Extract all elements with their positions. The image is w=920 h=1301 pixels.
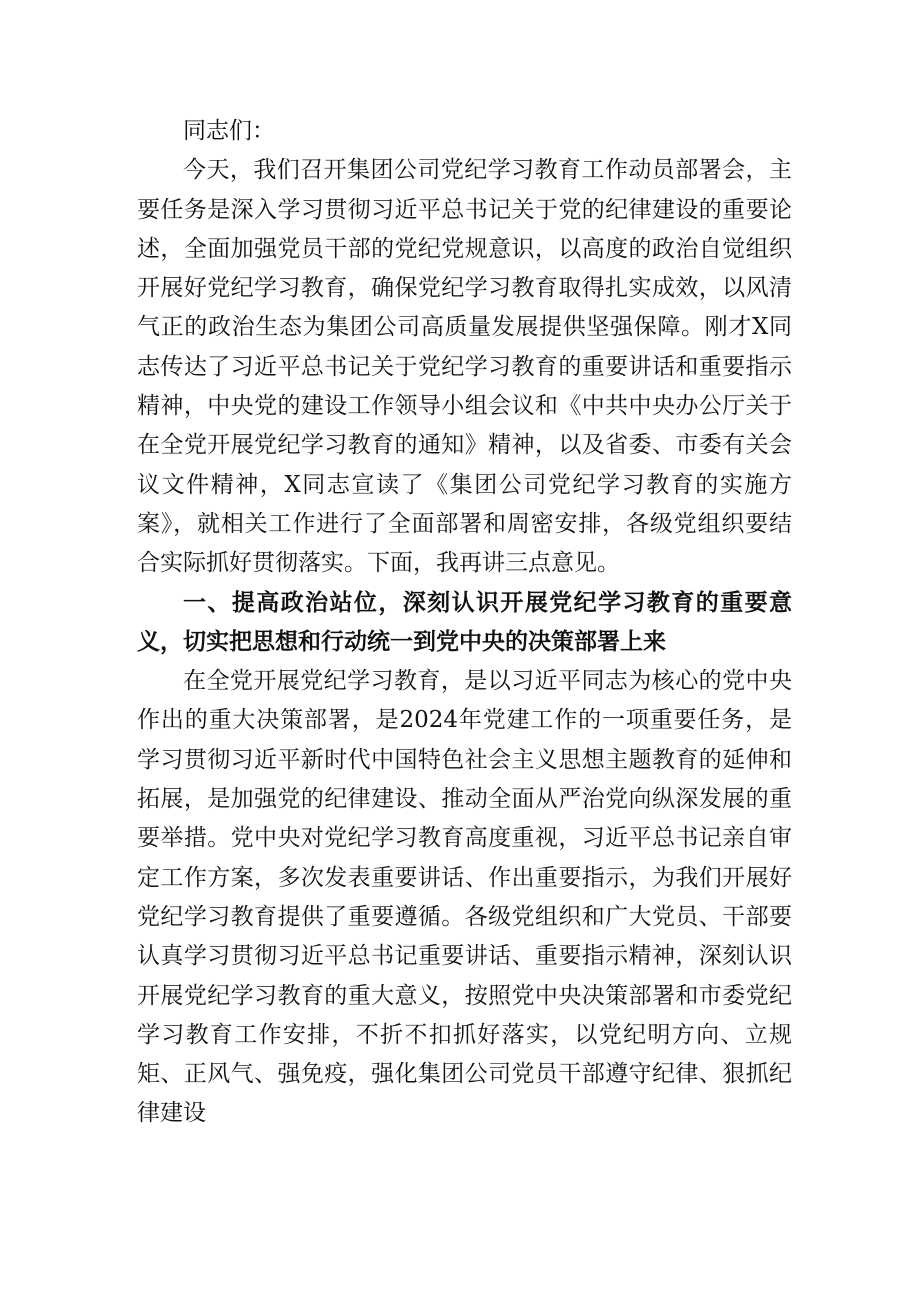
section-paragraph: 在全党开展党纪学习教育，是以习近平同志为核心的党中央作出的重大决策部署，是2024年党建工作的一项重要任务，是学习贯彻习近平新时代中国特色社会主义思想主题教育的延伸和拓展，是加强党的纪律建设、推动全面从严治党向纵深发展的重要举措。党中央对党纪学习教育高度重视，习近平总书记亲自审定工作方案，多次发表重要讲话、作出重要指示，为我们开展好党纪学习教育提供了重要遵循。各级党组织和广大党员、干部要认真学习贯彻习近平总书记重要讲话、重要指示精神，深刻认识开展党纪学习教育的重大意义，按照党中央决策部署和市委党纪学习教育工作安排，不折不扣抓好落实，以党纪明方向、立规矩、正风气、强免疫，强化集团公司党员干部遵守纪律、狠抓纪律建设 <box>137 668 792 1127</box>
document-body <box>137 112 792 1134</box>
salutation: 同志们： <box>183 118 275 144</box>
opening-paragraph: 今天，我们召开集团公司党纪学习教育工作动员部署会，主要任务是深入学习贯彻习近平总书记关于党的纪律建设的重要论述，全面加强党员干部的党纪党规意识，以高度的政治自觉组织开展好党纪学习教育，确保党纪学习教育取得扎实成效，以风清气正的政治生态为集团公司高质量发展提供坚强保障。刚才X同志传达了习近平总书记关于党纪学习教育的重要讲话和重要指示精神，中央党的建设工作领导小组会议和《中共中央办公厅关于在全党开展党纪学习教育的通知》精神，以及省委、市委有关会议文件精神，X同志宣读了《集团公司党纪学习教育的实施方案》，就相关工作进行了全面部署和周密安排，各级党组织要结合实际抓好贯彻落实。下面，我再讲三点意见。 <box>137 157 792 577</box>
section-heading: 一、提高政治站位，深刻认识开展党纪学习教育的重要意义，切实把思想和行动统一到党中央的决策部署上来 <box>137 589 792 655</box>
